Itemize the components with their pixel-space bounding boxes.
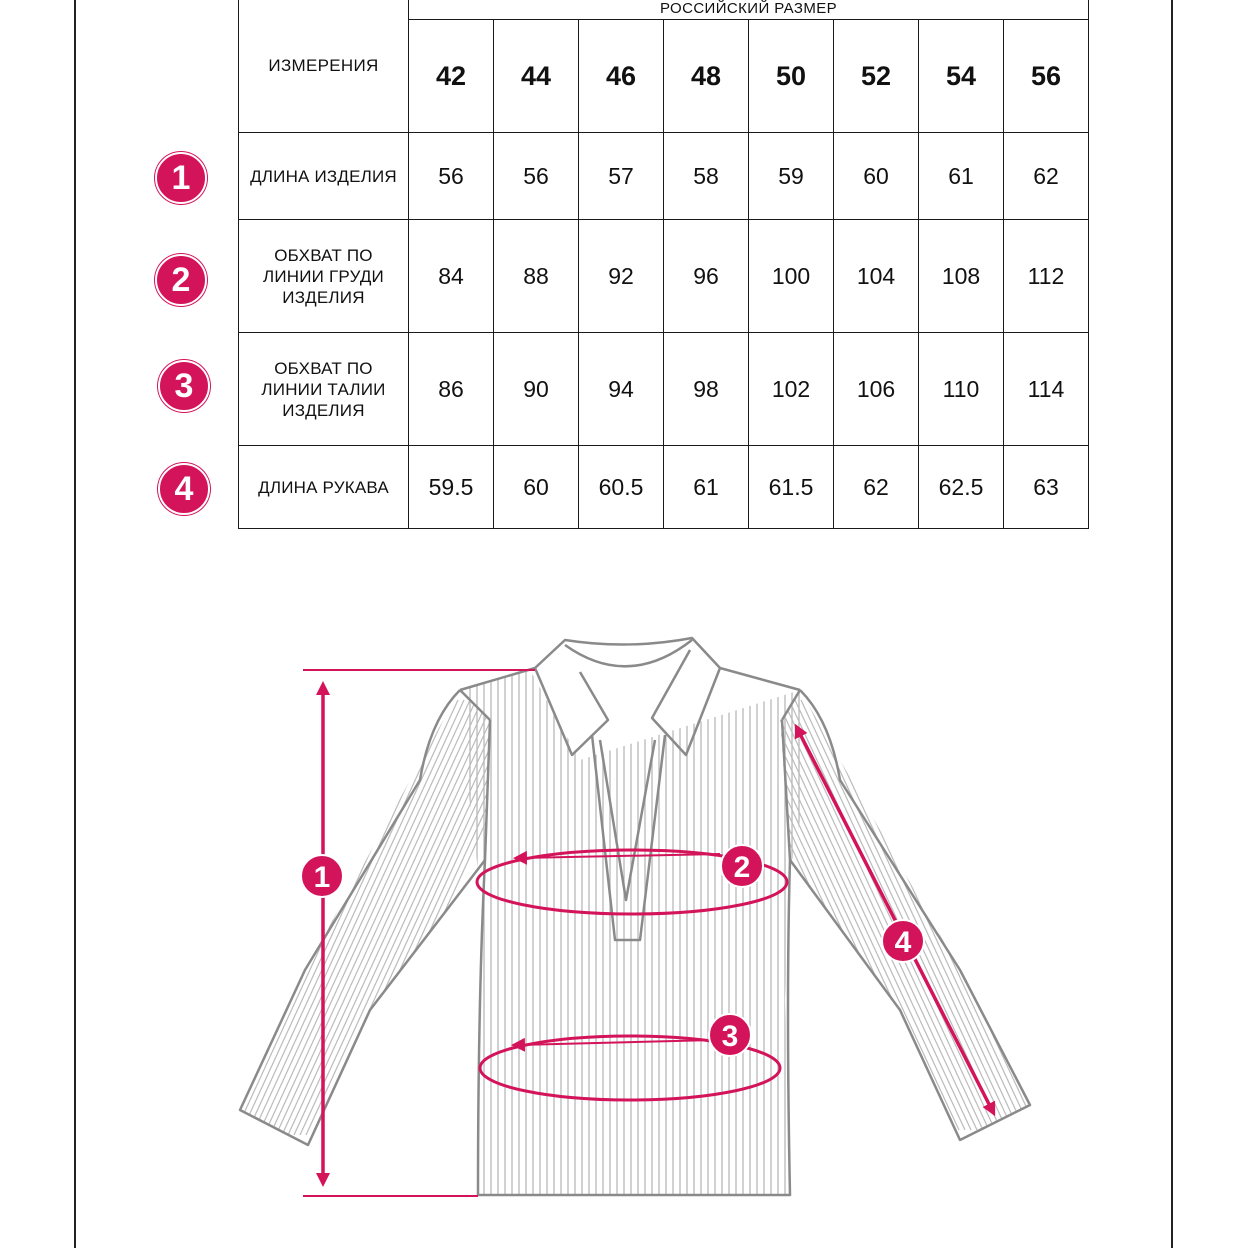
table-cell: 61.5 <box>749 446 834 529</box>
table-cell: 112 <box>1004 220 1089 333</box>
row-label-sleeve: ДЛИНА РУКАВА <box>239 446 409 529</box>
rib-stripe <box>240 700 440 1135</box>
rib-stripe <box>336 700 536 1135</box>
rib-stripe <box>735 700 935 1130</box>
rib-stripe <box>210 700 410 1135</box>
rib-stripe <box>282 700 482 1135</box>
diagram-marker-label: 4 <box>894 926 912 959</box>
rib-stripe <box>330 700 530 1135</box>
table-cell: 60 <box>494 446 579 529</box>
rib-stripe <box>204 700 404 1135</box>
measurements-header: ИЗМЕРЕНИЯ <box>239 0 409 133</box>
table-cell: 57 <box>579 133 664 220</box>
rib-stripe <box>855 700 1055 1130</box>
table-cell: 56 <box>494 133 579 220</box>
row-label-line: ЛИНИИ ГРУДИ <box>263 266 384 286</box>
table-cell: 59.5 <box>409 446 494 529</box>
table-cell: 98 <box>664 333 749 446</box>
rib-stripe <box>276 700 476 1135</box>
length-measure <box>303 670 535 1196</box>
diagram-marker-2 <box>721 845 763 887</box>
table-cell: 114 <box>1004 333 1089 446</box>
row-label-line: ИЗДЕЛИЯ <box>282 400 365 420</box>
size-group-header: РОССИЙСКИЙ РАЗМЕР <box>409 0 1089 20</box>
rib-stripe <box>783 700 983 1130</box>
table-cell: 90 <box>494 333 579 446</box>
table-cell: 60 <box>834 133 919 220</box>
badge-row-2: 2 <box>155 254 207 306</box>
table-cell: 86 <box>409 333 494 446</box>
rib-stripe <box>849 700 1049 1130</box>
rib-stripe <box>819 700 1019 1130</box>
table-cell: 58 <box>664 133 749 220</box>
table-cell: 63 <box>1004 446 1089 529</box>
table-cell: 60.5 <box>579 446 664 529</box>
table-cell: 62 <box>1004 133 1089 220</box>
rib-stripe <box>867 700 1067 1130</box>
table-cell: 96 <box>664 220 749 333</box>
diagram-marker-1 <box>301 855 343 897</box>
size-header: 44 <box>494 20 579 133</box>
diagram-marker-4 <box>882 920 924 962</box>
row-label-line: ЛИНИИ ТАЛИИ <box>261 379 386 399</box>
badge-row-3: 3 <box>158 360 210 412</box>
table-cell: 108 <box>919 220 1004 333</box>
rib-stripe <box>264 700 464 1135</box>
rib-stripe <box>198 700 398 1135</box>
rib-stripe <box>258 700 458 1135</box>
diagram-marker-label: 3 <box>721 1020 739 1053</box>
size-header: 50 <box>749 20 834 133</box>
rib-stripe <box>789 700 989 1130</box>
table-cell: 102 <box>749 333 834 446</box>
rib-stripe <box>246 700 446 1135</box>
badge-row-4: 4 <box>158 463 210 515</box>
table-cell: 61 <box>664 446 749 529</box>
rib-stripe <box>843 700 1043 1130</box>
table-cell: 62.5 <box>919 446 1004 529</box>
right-sleeve-ribs <box>723 700 1067 1130</box>
rib-stripe <box>288 700 488 1135</box>
table-cell: 62 <box>834 446 919 529</box>
rib-stripe <box>747 700 947 1130</box>
rib-stripe <box>813 700 1013 1130</box>
size-header: 56 <box>1004 20 1089 133</box>
table-cell: 94 <box>579 333 664 446</box>
rib-stripe <box>777 700 977 1130</box>
row-label-line: ОБХВАТ ПО <box>274 358 373 378</box>
row-label-line: ИЗДЕЛИЯ <box>282 287 365 307</box>
size-header: 42 <box>409 20 494 133</box>
row-label-line: ОБХВАТ ПО <box>274 245 373 265</box>
table-cell: 56 <box>409 133 494 220</box>
rib-stripe <box>831 700 1031 1130</box>
rib-stripe <box>837 700 1037 1130</box>
badge-row-1: 1 <box>155 152 207 204</box>
rib-stripe <box>795 700 995 1130</box>
rib-stripe <box>216 700 416 1135</box>
row-label-length: ДЛИНА ИЗДЕЛИЯ <box>239 133 409 220</box>
table-cell: 100 <box>749 220 834 333</box>
size-header: 52 <box>834 20 919 133</box>
rib-stripe <box>753 700 953 1130</box>
table-cell: 88 <box>494 220 579 333</box>
rib-stripe <box>765 700 965 1130</box>
body-ribs <box>470 660 799 1200</box>
size-header: 46 <box>579 20 664 133</box>
diagram-marker-3 <box>709 1014 751 1056</box>
size-header: 48 <box>664 20 749 133</box>
rib-stripe <box>234 700 434 1135</box>
table-cell: 61 <box>919 133 1004 220</box>
rib-stripe <box>300 700 500 1135</box>
size-header: 54 <box>919 20 1004 133</box>
table-cell: 92 <box>579 220 664 333</box>
diagram-marker-label: 1 <box>313 861 331 894</box>
table-cell: 106 <box>834 333 919 446</box>
rib-stripe <box>771 700 971 1130</box>
diagram-marker-label: 2 <box>733 851 751 884</box>
table-cell: 110 <box>919 333 1004 446</box>
table-cell: 104 <box>834 220 919 333</box>
sleeve-measure <box>798 730 992 1110</box>
table-cell: 84 <box>409 220 494 333</box>
table-cell: 59 <box>749 133 834 220</box>
